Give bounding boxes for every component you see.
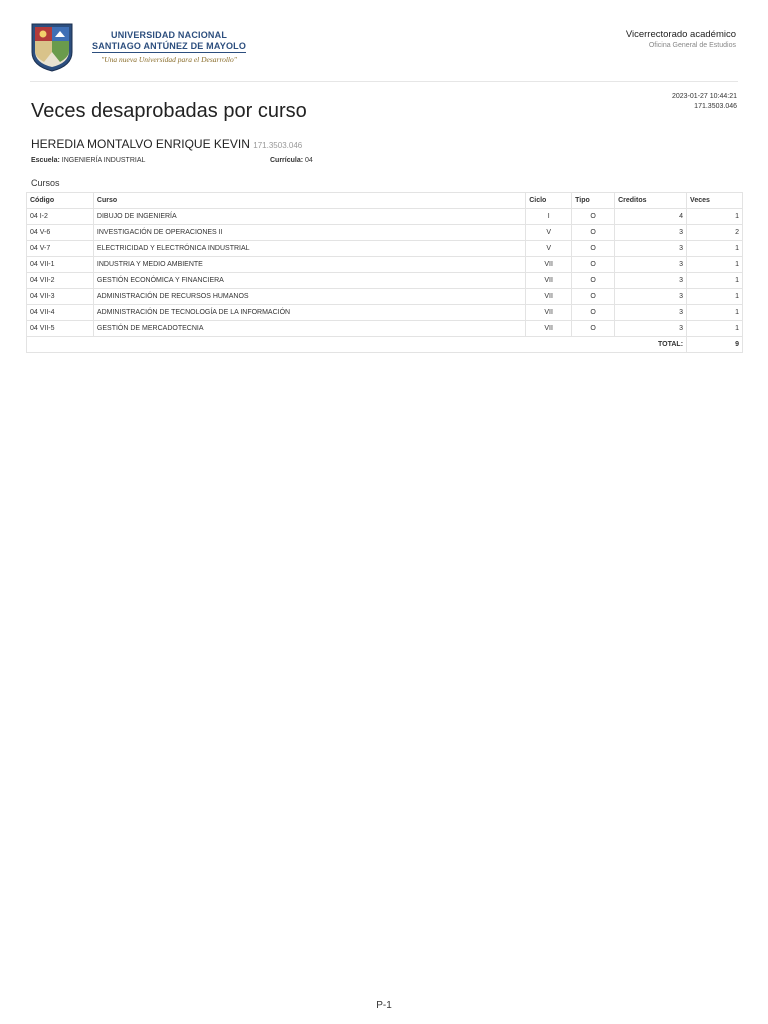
cell-creditos: 3 [615,257,687,273]
cell-veces: 1 [687,289,743,305]
cell-ciclo: VII [526,305,572,321]
cell-creditos: 3 [615,321,687,337]
table-row [27,241,743,257]
office-subtitle: Oficina General de Estudios [648,42,736,49]
table-header-row [27,193,743,209]
university-motto: "Una nueva Universidad para el Desarrollo" [101,55,237,64]
cell-codigo: 04 VII-2 [27,273,94,289]
table-row [27,225,743,241]
cell-codigo: 04 VII-3 [27,289,94,305]
table-row [27,321,743,337]
table-total-row [27,337,743,353]
cell-tipo: O [572,305,615,321]
report-meta [672,92,737,112]
report-code: 171.3503.046 [694,103,737,110]
office-block [626,29,736,49]
cell-veces: 1 [687,321,743,337]
cell-curso: ADMINISTRACIÓN DE TECNOLOGÍA DE LA INFORMACIÓN [93,305,525,321]
university-name-line2: SANTIAGO ANTÚNEZ DE MAYOLO [92,41,247,51]
cell-veces: 1 [687,257,743,273]
column-header-curso: Curso [93,193,525,209]
cell-codigo: 04 I-2 [27,209,94,225]
table-row [27,257,743,273]
curricula-info [270,157,313,164]
report-datetime: 2023-01-27 10:44:21 [672,93,737,100]
cell-curso: ELECTRICIDAD Y ELECTRÓNICA INDUSTRIAL [93,241,525,257]
cell-veces: 1 [687,209,743,225]
cell-ciclo: V [526,241,572,257]
cell-curso: DIBUJO DE INGENIERÍA [93,209,525,225]
cell-ciclo: I [526,209,572,225]
cell-veces: 1 [687,273,743,289]
table-row [27,209,743,225]
cell-codigo: 04 V-6 [27,225,94,241]
university-seal-icon [30,22,74,72]
cell-ciclo: VII [526,257,572,273]
cell-creditos: 3 [615,305,687,321]
cell-veces: 1 [687,305,743,321]
section-title: Cursos [31,178,60,188]
cell-veces: 2 [687,225,743,241]
curricula-label: Currícula: [270,157,304,164]
cell-curso: GESTIÓN ECONÓMICA Y FINANCIERA [93,273,525,289]
cell-tipo: O [572,209,615,225]
cell-codigo: 04 VII-5 [27,321,94,337]
table-row [27,273,743,289]
cell-tipo: O [572,241,615,257]
cell-tipo: O [572,321,615,337]
cell-codigo: 04 V-7 [27,241,94,257]
table-row [27,305,743,321]
university-logo [30,22,246,72]
total-value: 9 [687,337,743,353]
column-header-creditos: Creditos [615,193,687,209]
cell-tipo: O [572,273,615,289]
cell-veces: 1 [687,241,743,257]
cell-curso: INVESTIGACIÓN DE OPERACIONES II [93,225,525,241]
table-body [27,209,743,337]
cell-tipo: O [572,225,615,241]
page-title: Veces desaprobadas por curso [31,100,307,122]
column-header-veces: Veces [687,193,743,209]
curricula-value: 04 [305,157,313,164]
office-title: Vicerrectorado académico [625,29,736,40]
student-name: HEREDIA MONTALVO ENRIQUE KEVIN [31,137,250,151]
cell-ciclo: VII [526,289,572,305]
column-header-tipo: Tipo [572,193,615,209]
school-label: Escuela: [31,157,60,164]
student-code: 171.3503.046 [253,141,303,150]
cell-creditos: 4 [615,209,687,225]
cell-ciclo: V [526,225,572,241]
cell-codigo: 04 VII-4 [27,305,94,321]
column-header-codigo: Código [27,193,94,209]
university-name-line1: UNIVERSIDAD NACIONAL [111,30,228,40]
total-label: TOTAL: [27,337,687,353]
cell-tipo: O [572,289,615,305]
cell-ciclo: VII [526,273,572,289]
cell-curso: INDUSTRIA Y MEDIO AMBIENTE [93,257,525,273]
school-info [31,157,145,164]
cell-codigo: 04 VII-1 [27,257,94,273]
student-heading [31,137,302,151]
cell-curso: GESTIÓN DE MERCADOTECNIA [93,321,525,337]
page-number: P-1 [376,1000,392,1011]
school-value: INGENIERÍA INDUSTRIAL [61,157,146,164]
cell-curso: ADMINISTRACIÓN DE RECURSOS HUMANOS [93,289,525,305]
cell-tipo: O [572,257,615,273]
column-header-ciclo: Ciclo [526,193,572,209]
cell-ciclo: VII [526,321,572,337]
cell-creditos: 3 [615,225,687,241]
cell-creditos: 3 [615,273,687,289]
courses-table [26,192,743,353]
cell-creditos: 3 [615,241,687,257]
cell-creditos: 3 [615,289,687,305]
page-header [30,22,738,82]
table-row [27,289,743,305]
